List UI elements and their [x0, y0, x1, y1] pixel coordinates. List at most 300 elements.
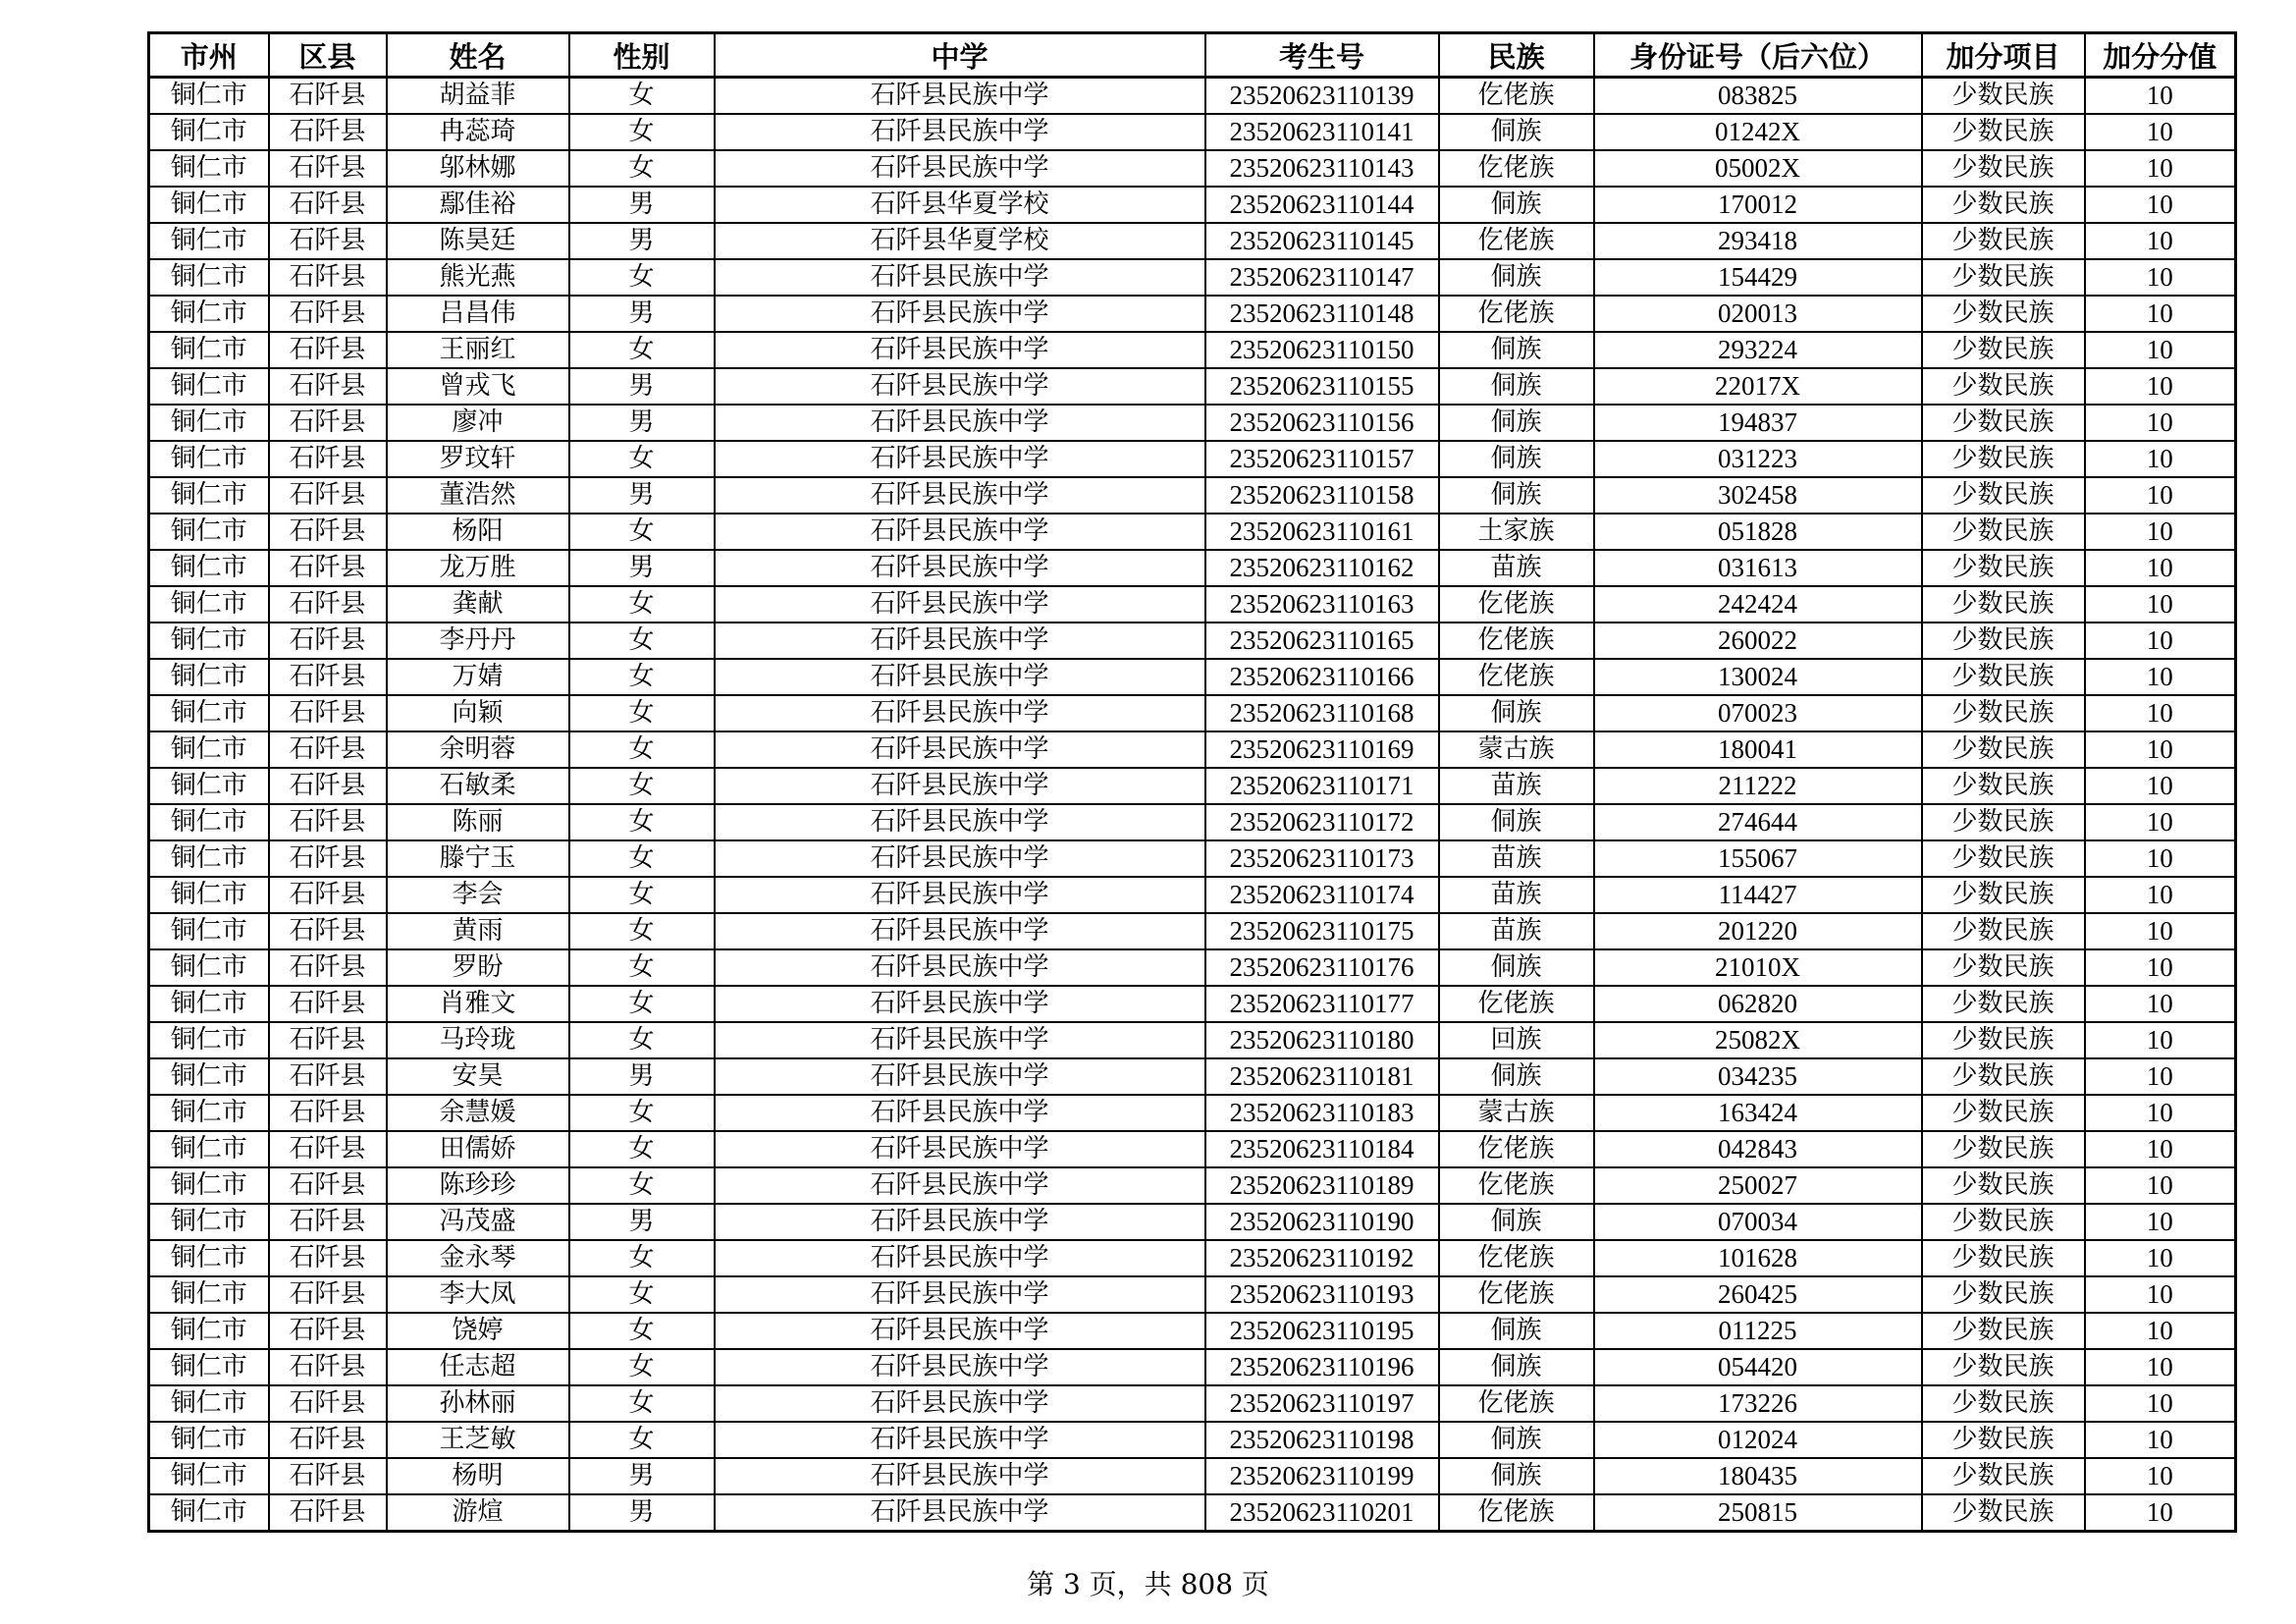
- bonus-value-cell: 10: [2085, 1385, 2236, 1422]
- name-cell: 陈珍珍: [387, 1167, 569, 1204]
- ethnicity-cell: 侗族: [1439, 114, 1594, 150]
- city-cell: 铜仁市: [149, 586, 269, 623]
- bonus-item-cell: 少数民族: [1922, 731, 2085, 768]
- city-cell: 铜仁市: [149, 659, 269, 695]
- ethnicity-cell: 蒙古族: [1439, 731, 1594, 768]
- ethnicity-cell: 侗族: [1439, 1458, 1594, 1494]
- name-cell: 邬林娜: [387, 150, 569, 187]
- id-suffix-cell: 260022: [1594, 623, 1922, 659]
- city-cell: 铜仁市: [149, 1240, 269, 1276]
- id-suffix-cell: 21010X: [1594, 949, 1922, 986]
- ethnicity-cell: 土家族: [1439, 514, 1594, 550]
- bonus-item-cell: 少数民族: [1922, 1385, 2085, 1422]
- table-row: [149, 405, 2236, 441]
- table-row: [149, 1131, 2236, 1167]
- table-row: [149, 332, 2236, 368]
- bonus-item-cell: 少数民族: [1922, 586, 2085, 623]
- id-suffix-cell: 051828: [1594, 514, 1922, 550]
- gender-cell: 女: [569, 840, 715, 877]
- name-cell: 龙万胜: [387, 550, 569, 586]
- bonus-item-cell: 少数民族: [1922, 441, 2085, 477]
- gender-cell: 女: [569, 1385, 715, 1422]
- bonus-value-cell: 10: [2085, 1276, 2236, 1313]
- id-suffix-cell: 034235: [1594, 1058, 1922, 1095]
- ethnicity-cell: 苗族: [1439, 840, 1594, 877]
- exam-number-cell: 23520623110177: [1205, 986, 1439, 1022]
- id-suffix-cell: 163424: [1594, 1095, 1922, 1131]
- name-cell: 马玲珑: [387, 1022, 569, 1058]
- exam-number-cell: 23520623110175: [1205, 913, 1439, 949]
- name-cell: 王丽红: [387, 332, 569, 368]
- name-cell: 冯茂盛: [387, 1204, 569, 1240]
- county-cell: 石阡县: [269, 78, 387, 115]
- county-cell: 石阡县: [269, 1313, 387, 1349]
- county-cell: 石阡县: [269, 1095, 387, 1131]
- ethnicity-cell: 仡佬族: [1439, 296, 1594, 332]
- table-row: [149, 1276, 2236, 1313]
- bonus-item-cell: 少数民族: [1922, 1204, 2085, 1240]
- school-cell: 石阡县民族中学: [715, 1313, 1205, 1349]
- city-cell: 铜仁市: [149, 514, 269, 550]
- bonus-item-cell: 少数民族: [1922, 1095, 2085, 1131]
- city-cell: 铜仁市: [149, 840, 269, 877]
- bonus-item-cell: 少数民族: [1922, 949, 2085, 986]
- city-cell: 铜仁市: [149, 1494, 269, 1532]
- exam-number-cell: 23520623110139: [1205, 78, 1439, 115]
- id-suffix-cell: 242424: [1594, 586, 1922, 623]
- ethnicity-cell: 侗族: [1439, 695, 1594, 731]
- school-cell: 石阡县民族中学: [715, 768, 1205, 804]
- gender-cell: 女: [569, 1422, 715, 1458]
- table-row: [149, 150, 2236, 187]
- ethnicity-cell: 仡佬族: [1439, 1276, 1594, 1313]
- city-cell: 铜仁市: [149, 187, 269, 223]
- bonus-item-cell: 少数民族: [1922, 659, 2085, 695]
- table-row: [149, 659, 2236, 695]
- city-cell: 铜仁市: [149, 1058, 269, 1095]
- id-suffix-cell: 031613: [1594, 550, 1922, 586]
- bonus-value-cell: 10: [2085, 1494, 2236, 1532]
- school-cell: 石阡县民族中学: [715, 550, 1205, 586]
- bonus-value-cell: 10: [2085, 1422, 2236, 1458]
- exam-number-cell: 23520623110156: [1205, 405, 1439, 441]
- gender-header: 性别: [569, 33, 715, 78]
- exam-number-cell: 23520623110172: [1205, 804, 1439, 840]
- city-cell: 铜仁市: [149, 296, 269, 332]
- ethnicity-cell: 仡佬族: [1439, 623, 1594, 659]
- county-cell: 石阡县: [269, 659, 387, 695]
- bonus-item-cell: 少数民族: [1922, 550, 2085, 586]
- gender-cell: 女: [569, 514, 715, 550]
- city-cell: 铜仁市: [149, 731, 269, 768]
- exam-number-cell: 23520623110180: [1205, 1022, 1439, 1058]
- bonus-value-cell: 10: [2085, 1022, 2236, 1058]
- bonus-value-cell: 10: [2085, 1131, 2236, 1167]
- name-cell: 曾戎飞: [387, 368, 569, 405]
- exam-number-cell: 23520623110196: [1205, 1349, 1439, 1385]
- county-cell: 石阡县: [269, 477, 387, 514]
- bonus-item-cell: 少数民族: [1922, 1422, 2085, 1458]
- table-row: [149, 1313, 2236, 1349]
- exam-number-cell: 23520623110192: [1205, 1240, 1439, 1276]
- school-cell: 石阡县民族中学: [715, 586, 1205, 623]
- county-cell: 石阡县: [269, 1458, 387, 1494]
- exam-number-cell: 23520623110148: [1205, 296, 1439, 332]
- bonus-value-header: 加分分值: [2085, 33, 2236, 78]
- ethnicity-cell: 仡佬族: [1439, 986, 1594, 1022]
- id-suffix-cell: 070034: [1594, 1204, 1922, 1240]
- bonus-item-cell: 少数民族: [1922, 1131, 2085, 1167]
- county-cell: 石阡县: [269, 150, 387, 187]
- school-cell: 石阡县民族中学: [715, 114, 1205, 150]
- table-row: [149, 986, 2236, 1022]
- bonus-value-cell: 10: [2085, 296, 2236, 332]
- exam-number-cell: 23520623110161: [1205, 514, 1439, 550]
- gender-cell: 男: [569, 368, 715, 405]
- school-cell: 石阡县民族中学: [715, 1422, 1205, 1458]
- school-cell: 石阡县民族中学: [715, 514, 1205, 550]
- table-row: [149, 187, 2236, 223]
- exam-number-cell: 23520623110181: [1205, 1058, 1439, 1095]
- exam-number-cell: 23520623110189: [1205, 1167, 1439, 1204]
- bonus-value-cell: 10: [2085, 804, 2236, 840]
- bonus-value-cell: 10: [2085, 1058, 2236, 1095]
- table-row: [149, 949, 2236, 986]
- id-suffix-cell: 293418: [1594, 223, 1922, 259]
- table-row: [149, 78, 2236, 115]
- ethnicity-cell: 侗族: [1439, 1058, 1594, 1095]
- exam-number-cell: 23520623110195: [1205, 1313, 1439, 1349]
- gender-cell: 女: [569, 804, 715, 840]
- city-cell: 铜仁市: [149, 1276, 269, 1313]
- county-cell: 石阡县: [269, 1167, 387, 1204]
- exam-number-cell: 23520623110168: [1205, 695, 1439, 731]
- id-suffix-cell: 155067: [1594, 840, 1922, 877]
- city-cell: 铜仁市: [149, 114, 269, 150]
- school-cell: 石阡县民族中学: [715, 477, 1205, 514]
- exam-number-cell: 23520623110143: [1205, 150, 1439, 187]
- city-cell: 铜仁市: [149, 1204, 269, 1240]
- name-cell: 熊光燕: [387, 259, 569, 296]
- gender-cell: 女: [569, 114, 715, 150]
- ethnicity-cell: 仡佬族: [1439, 1240, 1594, 1276]
- school-cell: 石阡县民族中学: [715, 659, 1205, 695]
- id-suffix-cell: 101628: [1594, 1240, 1922, 1276]
- bonus-value-cell: 10: [2085, 1313, 2236, 1349]
- county-cell: 石阡县: [269, 1276, 387, 1313]
- city-cell: 铜仁市: [149, 1458, 269, 1494]
- city-cell: 铜仁市: [149, 1167, 269, 1204]
- gender-cell: 女: [569, 659, 715, 695]
- bonus-item-cell: 少数民族: [1922, 840, 2085, 877]
- bonus-item-cell: 少数民族: [1922, 368, 2085, 405]
- county-cell: 石阡县: [269, 1058, 387, 1095]
- name-cell: 黄雨: [387, 913, 569, 949]
- id-suffix-cell: 302458: [1594, 477, 1922, 514]
- bonus-item-cell: 少数民族: [1922, 223, 2085, 259]
- id-suffix-cell: 173226: [1594, 1385, 1922, 1422]
- id-suffix-cell: 011225: [1594, 1313, 1922, 1349]
- school-cell: 石阡县民族中学: [715, 78, 1205, 115]
- table-row: [149, 731, 2236, 768]
- city-cell: 铜仁市: [149, 332, 269, 368]
- city-cell: 铜仁市: [149, 1131, 269, 1167]
- table-row: [149, 1022, 2236, 1058]
- school-cell: 石阡县民族中学: [715, 1458, 1205, 1494]
- county-cell: 石阡县: [269, 514, 387, 550]
- county-cell: 石阡县: [269, 623, 387, 659]
- gender-cell: 女: [569, 1167, 715, 1204]
- table-row: [149, 1058, 2236, 1095]
- bonus-item-cell: 少数民族: [1922, 1276, 2085, 1313]
- exam-number-cell: 23520623110174: [1205, 877, 1439, 913]
- bonus-value-cell: 10: [2085, 441, 2236, 477]
- bonus-value-cell: 10: [2085, 259, 2236, 296]
- name-cell: 饶婷: [387, 1313, 569, 1349]
- exam-number-cell: 23520623110147: [1205, 259, 1439, 296]
- bonus-value-cell: 10: [2085, 695, 2236, 731]
- bonus-value-cell: 10: [2085, 514, 2236, 550]
- name-cell: 安昊: [387, 1058, 569, 1095]
- bonus-value-cell: 10: [2085, 150, 2236, 187]
- exam-number-cell: 23520623110157: [1205, 441, 1439, 477]
- table-row: [149, 1240, 2236, 1276]
- bonus-item-cell: 少数民族: [1922, 114, 2085, 150]
- bonus-item-cell: 少数民族: [1922, 1313, 2085, 1349]
- id-suffix-header: 身份证号（后六位）: [1594, 33, 1922, 78]
- id-suffix-cell: 22017X: [1594, 368, 1922, 405]
- gender-cell: 女: [569, 1022, 715, 1058]
- table-row: [149, 368, 2236, 405]
- bonus-item-cell: 少数民族: [1922, 1058, 2085, 1095]
- gender-cell: 男: [569, 1204, 715, 1240]
- school-cell: 石阡县民族中学: [715, 441, 1205, 477]
- bonus-item-cell: 少数民族: [1922, 1240, 2085, 1276]
- name-cell: 余明蓉: [387, 731, 569, 768]
- exam-number-cell: 23520623110145: [1205, 223, 1439, 259]
- ethnicity-cell: 侗族: [1439, 477, 1594, 514]
- name-cell: 万婧: [387, 659, 569, 695]
- school-cell: 石阡县民族中学: [715, 1240, 1205, 1276]
- bonus-value-cell: 10: [2085, 659, 2236, 695]
- ethnicity-cell: 侗族: [1439, 1349, 1594, 1385]
- gender-cell: 女: [569, 1349, 715, 1385]
- school-header: 中学: [715, 33, 1205, 78]
- table-body: [149, 78, 2236, 1532]
- school-cell: 石阡县华夏学校: [715, 187, 1205, 223]
- exam-number-cell: 23520623110155: [1205, 368, 1439, 405]
- name-cell: 石敏柔: [387, 768, 569, 804]
- bonus-value-cell: 10: [2085, 913, 2236, 949]
- city-header: 市州: [149, 33, 269, 78]
- county-cell: 石阡县: [269, 804, 387, 840]
- exam-number-cell: 23520623110141: [1205, 114, 1439, 150]
- city-cell: 铜仁市: [149, 1349, 269, 1385]
- gender-cell: 女: [569, 259, 715, 296]
- bonus-item-cell: 少数民族: [1922, 1349, 2085, 1385]
- county-cell: 石阡县: [269, 368, 387, 405]
- city-cell: 铜仁市: [149, 804, 269, 840]
- city-cell: 铜仁市: [149, 1095, 269, 1131]
- school-cell: 石阡县民族中学: [715, 1058, 1205, 1095]
- bonus-value-cell: 10: [2085, 1240, 2236, 1276]
- page-number: 第 3 页，共 808 页: [1027, 1568, 1269, 1600]
- county-cell: 石阡县: [269, 1349, 387, 1385]
- ethnicity-cell: 仡佬族: [1439, 659, 1594, 695]
- county-cell: 石阡县: [269, 1022, 387, 1058]
- table-row: [149, 695, 2236, 731]
- exam-number-cell: 23520623110197: [1205, 1385, 1439, 1422]
- county-cell: 石阡县: [269, 877, 387, 913]
- ethnicity-header: 民族: [1439, 33, 1594, 78]
- id-suffix-cell: 130024: [1594, 659, 1922, 695]
- bonus-value-cell: 10: [2085, 332, 2236, 368]
- id-suffix-cell: 154429: [1594, 259, 1922, 296]
- city-cell: 铜仁市: [149, 1313, 269, 1349]
- bonus-item-cell: 少数民族: [1922, 187, 2085, 223]
- city-cell: 铜仁市: [149, 877, 269, 913]
- county-cell: 石阡县: [269, 586, 387, 623]
- exam-number-cell: 23520623110150: [1205, 332, 1439, 368]
- school-cell: 石阡县民族中学: [715, 731, 1205, 768]
- bonus-value-cell: 10: [2085, 1167, 2236, 1204]
- bonus-item-cell: 少数民族: [1922, 1022, 2085, 1058]
- ethnicity-cell: 仡佬族: [1439, 1385, 1594, 1422]
- id-suffix-cell: 170012: [1594, 187, 1922, 223]
- id-suffix-cell: 05002X: [1594, 150, 1922, 187]
- school-cell: 石阡县民族中学: [715, 259, 1205, 296]
- city-cell: 铜仁市: [149, 913, 269, 949]
- school-cell: 石阡县民族中学: [715, 332, 1205, 368]
- bonus-value-cell: 10: [2085, 368, 2236, 405]
- gender-cell: 男: [569, 550, 715, 586]
- ethnicity-cell: 仡佬族: [1439, 1131, 1594, 1167]
- ethnicity-cell: 仡佬族: [1439, 1494, 1594, 1532]
- id-suffix-cell: 250027: [1594, 1167, 1922, 1204]
- id-suffix-cell: 211222: [1594, 768, 1922, 804]
- table-row: [149, 441, 2236, 477]
- bonus-value-cell: 10: [2085, 840, 2236, 877]
- school-cell: 石阡县民族中学: [715, 1385, 1205, 1422]
- city-cell: 铜仁市: [149, 477, 269, 514]
- city-cell: 铜仁市: [149, 441, 269, 477]
- id-suffix-cell: 274644: [1594, 804, 1922, 840]
- school-cell: 石阡县民族中学: [715, 877, 1205, 913]
- county-cell: 石阡县: [269, 1494, 387, 1532]
- bonus-value-cell: 10: [2085, 877, 2236, 913]
- ethnicity-cell: 仡佬族: [1439, 78, 1594, 115]
- gender-cell: 女: [569, 332, 715, 368]
- ethnicity-cell: 侗族: [1439, 259, 1594, 296]
- bonus-value-cell: 10: [2085, 1458, 2236, 1494]
- name-cell: 田儒娇: [387, 1131, 569, 1167]
- gender-cell: 女: [569, 768, 715, 804]
- exam-number-cell: 23520623110165: [1205, 623, 1439, 659]
- id-suffix-cell: 070023: [1594, 695, 1922, 731]
- table-header-row: [149, 33, 2236, 78]
- exam-number-cell: 23520623110199: [1205, 1458, 1439, 1494]
- gender-cell: 女: [569, 1313, 715, 1349]
- results-table: [147, 31, 2237, 1533]
- name-cell: 董浩然: [387, 477, 569, 514]
- bonus-item-cell: 少数民族: [1922, 768, 2085, 804]
- name-cell: 陈昊廷: [387, 223, 569, 259]
- exam-number-cell: 23520623110190: [1205, 1204, 1439, 1240]
- ethnicity-cell: 仡佬族: [1439, 586, 1594, 623]
- county-cell: 石阡县: [269, 296, 387, 332]
- id-suffix-cell: 180435: [1594, 1458, 1922, 1494]
- table-row: [149, 1349, 2236, 1385]
- county-cell: 石阡县: [269, 840, 387, 877]
- county-cell: 石阡县: [269, 441, 387, 477]
- id-suffix-cell: 25082X: [1594, 1022, 1922, 1058]
- name-cell: 陈丽: [387, 804, 569, 840]
- county-cell: 石阡县: [269, 1385, 387, 1422]
- table-row: [149, 1494, 2236, 1532]
- city-cell: 铜仁市: [149, 949, 269, 986]
- gender-cell: 男: [569, 1494, 715, 1532]
- ethnicity-cell: 苗族: [1439, 768, 1594, 804]
- bonus-value-cell: 10: [2085, 586, 2236, 623]
- ethnicity-cell: 侗族: [1439, 1313, 1594, 1349]
- bonus-value-cell: 10: [2085, 1095, 2236, 1131]
- name-cell: 罗玟轩: [387, 441, 569, 477]
- name-header: 姓名: [387, 33, 569, 78]
- name-cell: 王芝敏: [387, 1422, 569, 1458]
- gender-cell: 男: [569, 223, 715, 259]
- id-suffix-cell: 054420: [1594, 1349, 1922, 1385]
- ethnicity-cell: 侗族: [1439, 1422, 1594, 1458]
- table-row: [149, 550, 2236, 586]
- bonus-item-cell: 少数民族: [1922, 804, 2085, 840]
- bonus-item-cell: 少数民族: [1922, 986, 2085, 1022]
- table-row: [149, 1422, 2236, 1458]
- name-cell: 鄢佳裕: [387, 187, 569, 223]
- gender-cell: 女: [569, 1095, 715, 1131]
- gender-cell: 女: [569, 1131, 715, 1167]
- school-cell: 石阡县民族中学: [715, 1095, 1205, 1131]
- table-row: [149, 114, 2236, 150]
- name-cell: 李大凤: [387, 1276, 569, 1313]
- bonus-value-cell: 10: [2085, 78, 2236, 115]
- bonus-item-cell: 少数民族: [1922, 78, 2085, 115]
- exam-number-cell: 23520623110184: [1205, 1131, 1439, 1167]
- table-row: [149, 586, 2236, 623]
- id-suffix-cell: 250815: [1594, 1494, 1922, 1532]
- gender-cell: 女: [569, 1240, 715, 1276]
- bonus-value-cell: 10: [2085, 187, 2236, 223]
- gender-cell: 女: [569, 731, 715, 768]
- exam-number-cell: 23520623110176: [1205, 949, 1439, 986]
- name-cell: 滕宁玉: [387, 840, 569, 877]
- bonus-item-cell: 少数民族: [1922, 150, 2085, 187]
- bonus-value-cell: 10: [2085, 986, 2236, 1022]
- bonus-value-cell: 10: [2085, 731, 2236, 768]
- bonus-value-cell: 10: [2085, 623, 2236, 659]
- county-cell: 石阡县: [269, 1131, 387, 1167]
- table-row: [149, 804, 2236, 840]
- city-cell: 铜仁市: [149, 986, 269, 1022]
- table-row: [149, 768, 2236, 804]
- ethnicity-cell: 仡佬族: [1439, 150, 1594, 187]
- bonus-item-cell: 少数民族: [1922, 623, 2085, 659]
- city-cell: 铜仁市: [149, 1422, 269, 1458]
- table-row: [149, 1385, 2236, 1422]
- gender-cell: 男: [569, 1058, 715, 1095]
- name-cell: 冉蕊琦: [387, 114, 569, 150]
- bonus-item-cell: 少数民族: [1922, 1167, 2085, 1204]
- city-cell: 铜仁市: [149, 1022, 269, 1058]
